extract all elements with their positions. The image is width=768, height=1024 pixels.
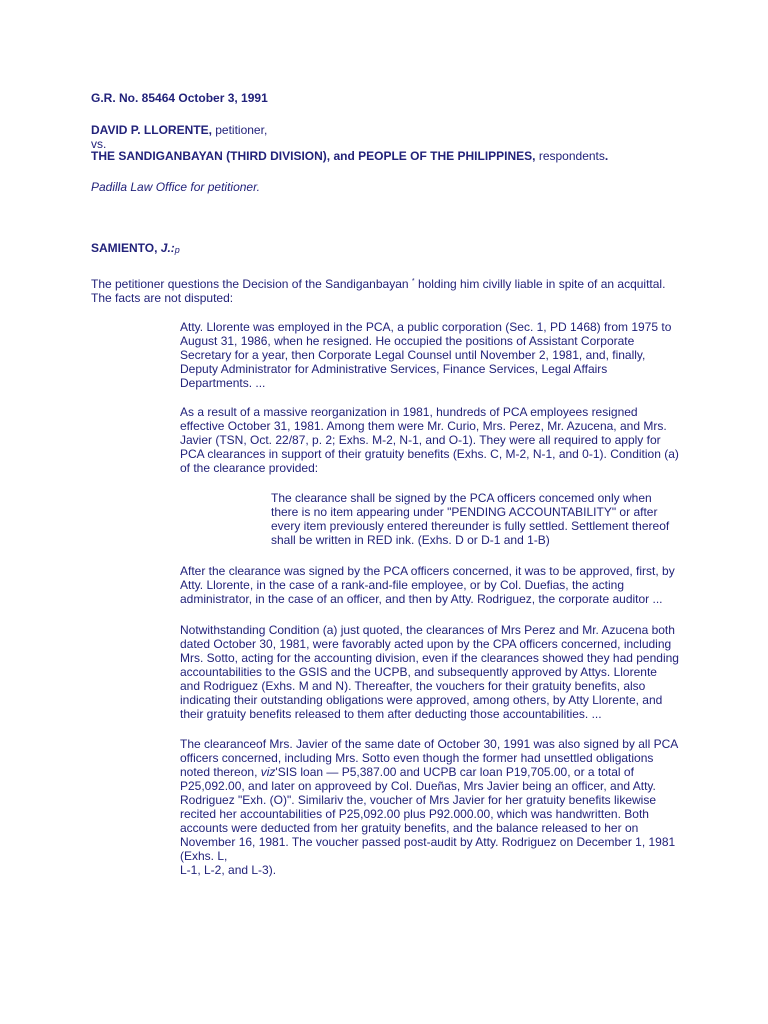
respondent-line <box>91 149 608 163</box>
quote-paragraph-4: After the clearance was signed by the PCA officers concerned, it was to be approved, first, by Atty. Llorente, in the case of a rank-and-file employee, or by Col. Duefias, the acting administrator, in the case of an officer, and then by Atty. Rodriguez, the corporate auditor ... <box>180 564 675 606</box>
footnote-star: * <box>411 278 415 285</box>
quote-paragraph-3: The clearance shall be signed by the PCA officers concemed only when there is no item appearing under "PENDING ACCOUNTABILITY" or after every item previously entered thereunder is fully settled. Settlement thereof shall be written in RED ink. (Exhs. D or D-1 and 1-B) <box>271 491 670 547</box>
respondent-role: respondents <box>535 149 605 163</box>
respondent-name: THE SANDIGANBAYAN (THIRD DIVISION), and PEOPLE OF THE PHILIPPINES, <box>91 149 536 163</box>
ponente-line <box>91 241 180 257</box>
counsel-line: Padilla Law Office for petitioner. <box>91 180 260 194</box>
quote-paragraph-5: Notwithstanding Condition (a) just quoted, the clearances of Mrs Perez and Mr. Azucena both dated October 30, 1981, were favorably acted upon by the CPA officers concerned, including Mrs. Sotto, acting for the accounting division, even if the clearances showed they had pending accountabilities to the GSIS and the UCPB, and subsequently approved by Attys. Llorente and Rodriguez (Exhs. M and N). Thereafter, the vouchers for their gratuity benefits, also indicating their outstanding obligations were approved, among others, by Atty Llorente, and their gratuity benefits released to them after deducting those accountabilities. ... <box>180 623 679 721</box>
quote-paragraph-6 <box>180 737 680 877</box>
vs-line: vs. <box>91 137 107 151</box>
case-number <box>91 91 268 105</box>
petitioner-name: DAVID P. LLORENTE, <box>91 123 212 137</box>
ponente-p: p <box>174 245 180 255</box>
petitioner-role: petitioner, <box>211 123 268 137</box>
quote6-viz: viz <box>260 765 276 779</box>
quote6-part1: The clearanceof Mrs. Javier of the same date of October 30, 1991 was also signed by all PCA officers concerned, including Mrs. Sotto even though the former had unsettled obligations noted thereon, <box>180 737 679 779</box>
intro-part2: holding him civilly liable in spite of an acquittal. The facts are not disputed: <box>91 277 666 305</box>
quote-paragraph-1: Atty. Llorente was employed in the PCA, a public corporation (Sec. 1, PD 1468) from 1975 to August 31, 1986, when he resigned. He occupied the positions of Assistant Corporate Secretary for a year, then Corporate Legal Counsel until November 2, 1981, and, finally, Deputy Administrator for Administrative Services, Finance Services, Legal Affairs Departments. ... <box>180 320 672 390</box>
quote-paragraph-2: As a result of a massive reorganization in 1981, hundreds of PCA employees resigned effective October 31, 1981. Among them were Mr. Curio, Mrs. Perez, Mr. Azucena, and Mrs. Javier (TSN, Oct. 22/87, p. 2; Exhs. M-2, N-1, and O-1). They were all required to apply for PCA clearances in support of their gratuity benefits (Exhs. C, M-2, N-1, and 0-1). Condition (a) of the clearance provided: <box>180 405 679 475</box>
ponente-name: SAMIENTO, <box>91 241 158 255</box>
gr-line: G.R. No. 85464 October 3, 1991 <box>91 91 268 105</box>
quote6-part2: 'SIS loan — P5,387.00 and UCPB car loan P19,705.00, or a total of P25,092.00, and later on approveed by Col. Dueñas, Mrs Javier being an officer, and Atty. Rodriguez "Exh. (O)". Similariv the, voucher of Mrs Javier for her gratuity benefits likewise recited her accountabilities of P25,092.00 plus P92.000.00, which was handwritten. Both accounts were deducted from her gratuity benefits, and the balance released to her on November 16, 1981. The voucher passed post-audit by Atty. Rodriguez on December 1, 1981 (Exhs. L, L-1, L-2, and L-3). <box>180 765 676 877</box>
intro-part1: The petitioner questions the Decision of the Sandiganbayan <box>91 277 412 291</box>
ponente-title: J.: <box>157 241 175 255</box>
intro-paragraph <box>91 275 691 305</box>
respondent-period: . <box>604 149 609 163</box>
petitioner-line <box>91 123 267 137</box>
